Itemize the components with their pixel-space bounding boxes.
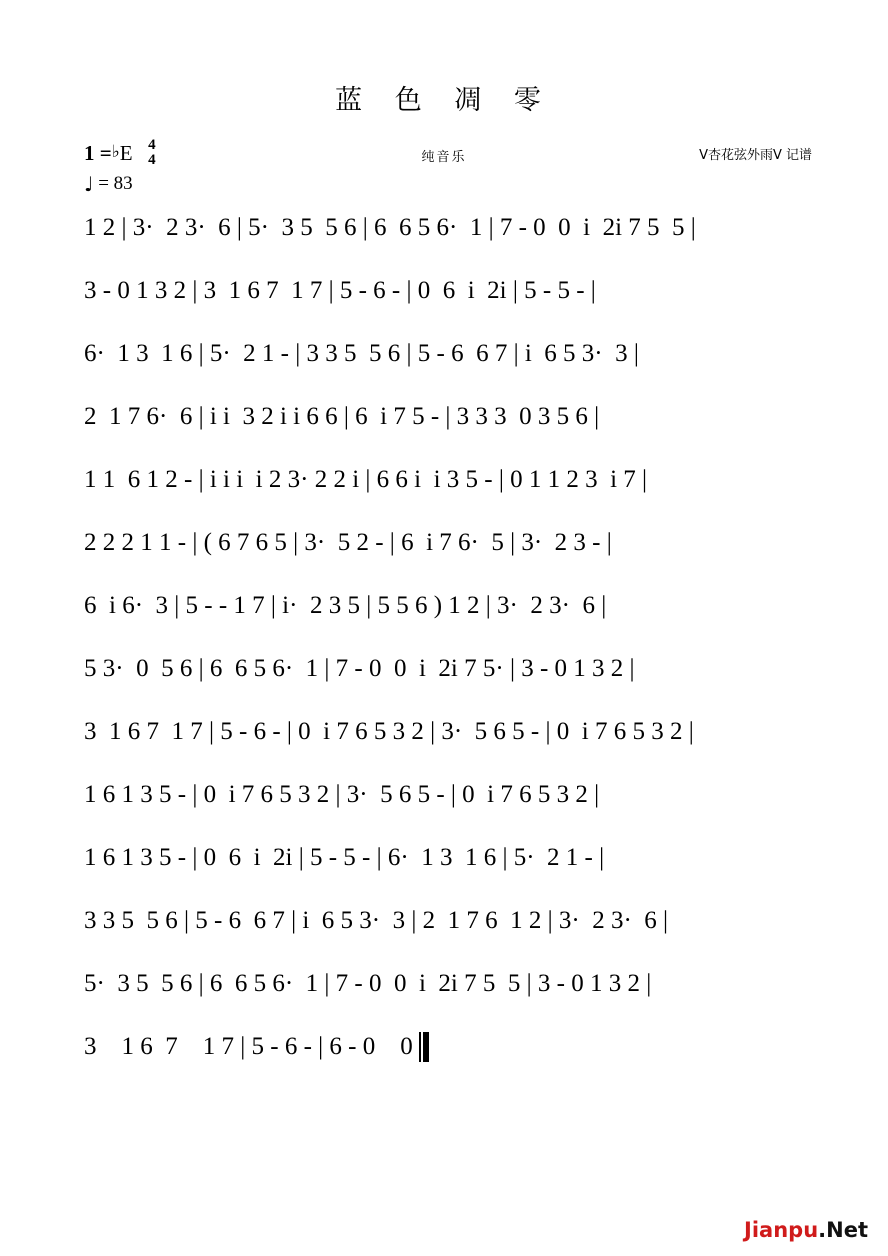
key-signature	[84, 138, 156, 168]
quarter-note-icon: ♩	[84, 172, 94, 196]
score-line-text: 3 1 6 7 1 7 | 5 - 6 - | 6 - 0 0	[84, 1032, 413, 1060]
score-line-text: 2 2 2 1 1 - | ( 6 7 6 5 | 3· 5 2 - | 6 i 7 6· 5 | 3· 2 3 - |	[84, 528, 612, 556]
score-line-final	[0, 1015, 888, 1078]
score-line-text: 2 1 7 6· 6 | i i 3 2 i i 6 6 | 6 i 7 5 - | 3 3 3 0 3 5 6 |	[84, 402, 600, 430]
tempo-marking	[84, 172, 156, 196]
score-line-text: 6· 1 3 1 6 | 5· 2 1 - | 3 3 5 5 6 | 5 - 6 6 7 | i 6 5 3· 3 |	[84, 339, 639, 367]
score-line	[0, 511, 888, 574]
score-line-text: 1 2 | 3· 2 3· 6 | 5· 3 5 5 6 | 6 6 5 6· 1 | 7 - 0 0 i 2i 7 5 5 |	[84, 213, 696, 241]
score-line-text: 5· 3 5 5 6 | 6 6 5 6· 1 | 7 - 0 0 i 2i 7 5 5 | 3 - 0 1 3 2 |	[84, 969, 652, 997]
score-line	[0, 322, 888, 385]
flat-icon: ♭	[111, 142, 120, 161]
score-line-text: 3 - 0 1 3 2 | 3 1 6 7 1 7 | 5 - 6 - | 0 6 i 2i | 5 - 5 - |	[84, 276, 596, 304]
tempo-equals: =	[98, 173, 109, 194]
site-watermark	[744, 1218, 868, 1242]
score-body	[0, 196, 888, 1078]
score-line-text: 3 1 6 7 1 7 | 5 - 6 - | 0 i 7 6 5 3 2 | 3· 5 6 5 - | 0 i 7 6 5 3 2 |	[84, 717, 694, 745]
key-prefix: 1 =	[84, 141, 112, 165]
watermark-domain: .Net	[818, 1218, 868, 1242]
score-line	[0, 259, 888, 322]
final-barline-icon	[419, 1031, 431, 1061]
score-line-text: 1 6 1 3 5 - | 0 i 7 6 5 3 2 | 3· 5 6 5 - | 0 i 7 6 5 3 2 |	[84, 780, 600, 808]
tempo-value: 83	[113, 173, 133, 194]
time-signature	[148, 138, 156, 168]
score-line	[0, 889, 888, 952]
key-letter: E	[119, 141, 133, 165]
score-line-text: 1 6 1 3 5 - | 0 6 i 2i | 5 - 5 - | 6· 1 3 1 6 | 5· 2 1 - |	[84, 843, 605, 871]
score-line	[0, 574, 888, 637]
subtitle: 纯音乐	[421, 150, 467, 165]
score-line-text: 6 i 6· 3 | 5 - - 1 7 | i· 2 3 5 | 5 5 6 ) 1 2 | 3· 2 3· 6 |	[84, 591, 607, 619]
score-line	[0, 385, 888, 448]
score-line-text: 5 3· 0 5 6 | 6 6 5 6· 1 | 7 - 0 0 i 2i 7 5· | 3 - 0 1 3 2 |	[84, 654, 635, 682]
transcriber-credit: V杏花弦外雨V 记谱	[699, 148, 812, 163]
page-title: 蓝 色 凋 零	[335, 85, 553, 116]
score-line	[0, 196, 888, 259]
score-line	[0, 952, 888, 1015]
score-line	[0, 448, 888, 511]
score-line-text: 3 3 5 5 6 | 5 - 6 6 7 | i 6 5 3· 3 | 2 1 7 6 1 2 | 3· 2 3· 6 |	[84, 906, 669, 934]
score-line-text: 1 1 6 1 2 - | i i i i 2 3· 2 2 i | 6 6 i i 3 5 - | 0 1 1 2 3 i 7 |	[84, 465, 648, 493]
score-line	[0, 763, 888, 826]
time-signature-denominator: 4	[148, 152, 156, 168]
key-and-tempo-block	[84, 138, 156, 196]
score-line	[0, 826, 888, 889]
watermark-brand: Jianpu	[744, 1218, 819, 1242]
score-line	[0, 700, 888, 763]
score-line	[0, 637, 888, 700]
time-signature-numerator: 4	[148, 137, 156, 153]
